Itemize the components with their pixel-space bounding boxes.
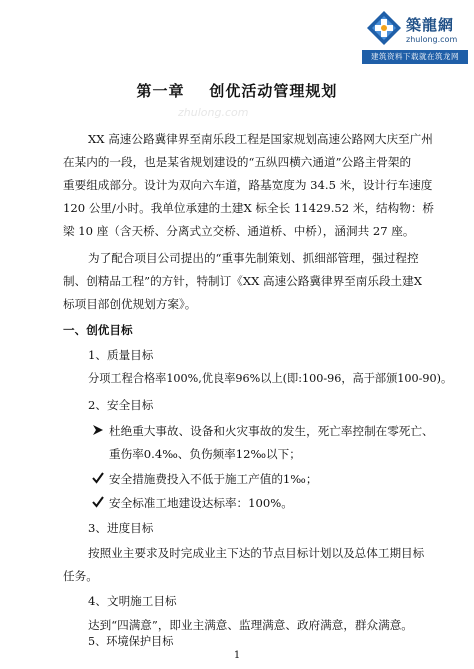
purpose-line-1: 为了配合项目公司提出的“重事先制策划、抓细部管理，强过程控 <box>88 251 419 265</box>
safety-heading: 2、安全目标 <box>88 398 154 412</box>
intro-line-2: 在某内的一段，也是某省规划建设的“五纵四横六通道”公路主骨架的 <box>63 155 412 169</box>
logo-name: 築龍網 <box>406 16 455 34</box>
page-number: 1 <box>233 650 241 661</box>
schedule-text-line-1: 按照业主要求及时完成业主下达的节点目标计划以及总体工期目标 <box>88 546 425 560</box>
section-heading: 一、创优目标 <box>63 323 133 337</box>
logo-tagline: 建筑资料下载就在筑龙网 <box>362 50 468 64</box>
purpose-line-2: 制、创精品工程”的方针，特制订《XX 高速公路冀律界至南乐段土建X <box>63 274 423 288</box>
checkmark-icon <box>92 472 104 484</box>
intro-line-5: 梁 10 座（含天桥、分离式立交桥、通道桥、中桥），涵洞共 27 座。 <box>63 224 415 238</box>
safety-item-1-line-1: 杜绝重大事故、设备和火灾事故的发生，死亡率控制在零死亡、 <box>109 424 434 438</box>
bullet-icon <box>92 424 104 436</box>
schedule-heading: 3、进度目标 <box>88 521 154 535</box>
intro-line-4: 120 公里/小时。我单位承建的土建X 标全长 11429.52 米，结构物：桥 <box>63 201 435 215</box>
civilized-text: 达到“四满意”，即业主满意、监理满意、政府满意，群众满意。 <box>88 618 413 632</box>
checkmark-icon <box>92 496 104 508</box>
safety-item-2: 安全措施费投入不低于施工产值的1‰； <box>109 472 318 486</box>
logo-domain: zhulong.com <box>406 35 458 44</box>
watermark: zhulong.com <box>178 106 249 119</box>
safety-item-1-line-2: 重伤率0.4‰、负伤频率12‰以下； <box>109 447 301 461</box>
quality-heading: 1、质量目标 <box>88 348 154 362</box>
zhulong-logo-icon <box>366 10 402 46</box>
schedule-text-line-2: 任务。 <box>63 569 98 583</box>
purpose-line-3: 标项目部创优规划方案》。 <box>63 297 197 311</box>
intro-line-3: 重要组成部分。设计为双向六车道，路基宽度为 34.5 米，设计行车速度 <box>63 178 433 192</box>
zhulong-logo <box>362 8 468 70</box>
intro-line-1: XX 高速公路冀律界至南乐段工程是国家规划高速公路网大庆至广州 <box>88 132 433 146</box>
chapter-title: 第一章 创优活动管理规划 <box>136 82 338 100</box>
safety-item-3: 安全标准工地建设达标率：100%。 <box>109 496 293 510</box>
environment-heading: 5、环境保护目标 <box>88 635 174 648</box>
civilized-heading: 4、文明施工目标 <box>88 594 177 608</box>
quality-text: 分项工程合格率100%,优良率96%以上(即:100-96，高于部颁100-90)。 <box>88 372 453 385</box>
